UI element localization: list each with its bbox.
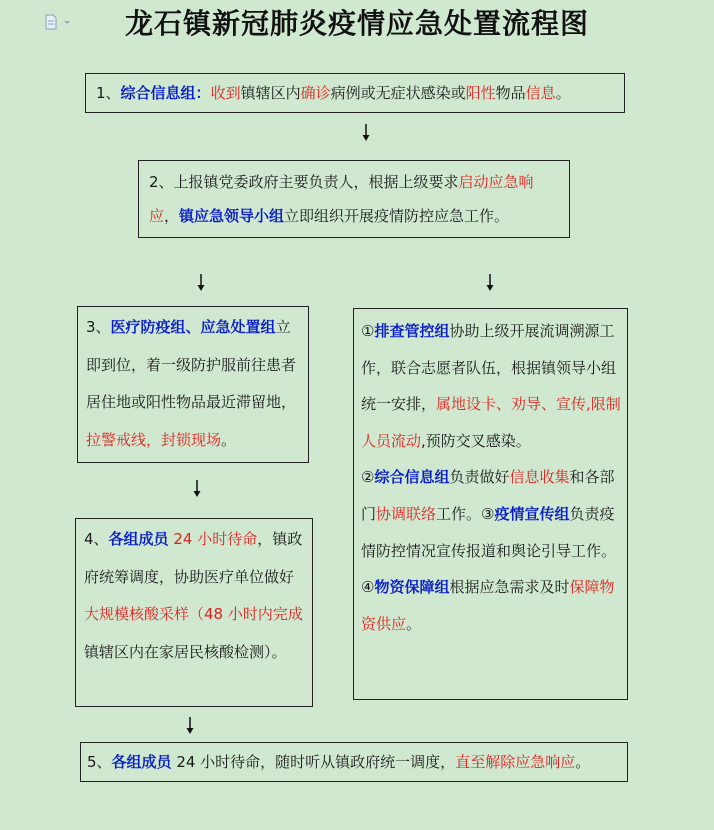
- step-5-box: [80, 742, 628, 782]
- highlight-text: 信息收集: [509, 468, 570, 487]
- highlight-text: 协调联络: [376, 504, 437, 523]
- group-name: 疫情宣传组: [494, 504, 570, 523]
- highlight-text: 启动应急响应: [149, 173, 534, 225]
- arrow-down-icon: [361, 124, 371, 142]
- group-name: 各组成员: [108, 530, 169, 548]
- body-text: 病例或无症状感染或: [330, 84, 466, 102]
- body-text: 。: [555, 84, 571, 102]
- body-text: 镇辖区内在家居民核酸检测）。: [84, 642, 287, 661]
- highlight-text: 直至解除应急响应: [455, 753, 576, 771]
- highlight-text: （48 小时内完成: [189, 605, 303, 623]
- body-text: 物品: [495, 84, 526, 102]
- highlight-text: 保障物资供应: [361, 578, 615, 633]
- body-text: ，镇政府统筹调度，协助医疗单位做好: [84, 530, 303, 586]
- group-name: 综合信息组：: [120, 84, 211, 102]
- body-text: 立即到位，着一级防护服前往患者居住地或阳性物品最近滞留地，: [86, 318, 297, 411]
- circled-number: ③: [481, 504, 495, 523]
- group-name: 综合信息组: [374, 468, 450, 487]
- body-text: 。: [406, 614, 422, 633]
- step-number: 5、: [87, 753, 112, 771]
- body-text: 24 小时待命，随时听从镇政府统一调度，: [171, 753, 456, 771]
- group-name: 医疗防疫组、应急处置组: [110, 318, 276, 336]
- step-4-box: [75, 518, 313, 707]
- arrow-down-icon: [196, 274, 206, 292]
- circled-number: ④: [361, 578, 375, 597]
- body-text: 立即组织开展疫情防控应急工作。: [284, 207, 510, 225]
- highlight-text: 信息: [525, 84, 556, 102]
- body-text: 2、上报镇党委政府主要负责人，根据上级要求: [149, 173, 459, 191]
- circled-number: ②: [361, 468, 375, 487]
- body-text: 负责做好: [449, 468, 510, 487]
- body-text: 。: [575, 753, 591, 771]
- step-number: 3、: [86, 318, 111, 336]
- body-text: ，: [164, 207, 180, 225]
- body-text: 根据应急需求及时: [449, 578, 570, 597]
- body-text: 协助上级开展流调溯源工作，联合志愿者队伍，根据镇领导小组统一安排，: [361, 322, 617, 414]
- step-3-box: [77, 306, 309, 463]
- highlight-text: 拉警戒线，封锁现场: [86, 430, 222, 449]
- arrow-down-icon: [485, 274, 495, 292]
- group-name: 各组成员: [111, 753, 172, 771]
- group-name: 排查管控组: [374, 322, 450, 340]
- body-text: 和各部门: [361, 468, 615, 523]
- step-1-box: [85, 73, 625, 113]
- body-text: ,预防交叉感染。: [421, 431, 531, 450]
- arrow-down-icon: [185, 717, 195, 735]
- body-text: 镇辖区内: [240, 84, 301, 102]
- step-number: 4、: [84, 530, 109, 548]
- page-title: 龙石镇新冠肺炎疫情应急处置流程图: [124, 7, 589, 40]
- body-text: 工作。: [436, 504, 482, 523]
- circled-number: ①: [361, 322, 375, 340]
- step-2-box: [138, 160, 570, 238]
- arrow-down-icon: [192, 480, 202, 498]
- highlight-text: 确诊: [300, 84, 331, 102]
- group-name: 物资保障组: [374, 578, 450, 597]
- groups-box: [353, 308, 628, 700]
- highlight-text: 大规模核酸采样: [84, 605, 190, 623]
- highlight-text: 属地设卡、劝导、宣传,限制人员流动: [361, 395, 621, 450]
- body-text: 。: [221, 430, 237, 449]
- body-text: 负责疫情防控情况宣传报道和舆论引导工作。: [361, 504, 617, 560]
- highlight-text: 收到: [210, 84, 241, 102]
- group-name: 镇应急领导小组: [179, 207, 285, 225]
- step-number: 1、: [96, 84, 121, 102]
- highlight-text: 阳性: [465, 84, 496, 102]
- highlight-text: 24 小时待命: [173, 530, 258, 548]
